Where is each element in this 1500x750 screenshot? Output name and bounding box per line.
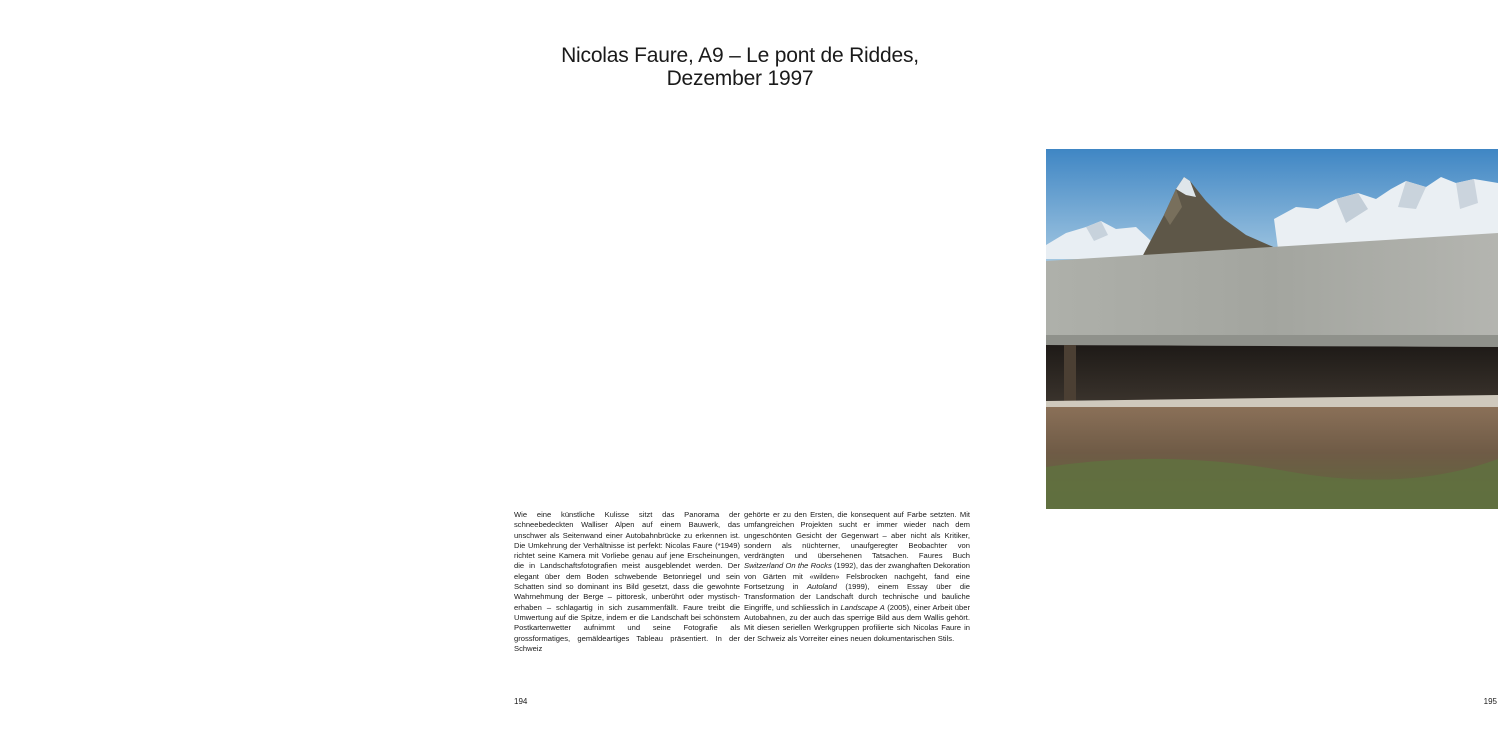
text-segment: (1999), einem Essay über die Transformation der Landschaft durch technische und bauliche Eingriffe, und schliesslich in xyxy=(744,582,970,612)
body-text-right xyxy=(744,510,970,644)
page-number-right: 195 xyxy=(1483,697,1497,706)
bridge-photograph xyxy=(1046,149,1498,509)
text-segment: gehörte er zu den Ersten, die konsequent auf Farbe setzten. Mit umfangreichen Projekten sucht er immer wieder nach dem ungeschönten Gesicht der Gegenwart – aber nicht als Kritiker, sondern als nüchterner, unaufgeregter Beobachter von verdrängten und übersehenen Tatsachen. Faures Buch xyxy=(744,510,970,561)
page-number-left: 194 xyxy=(514,697,528,706)
title-line-1: Nicolas Faure, A9 – Le pont de Riddes, xyxy=(561,44,919,67)
title-line-2: Dezember 1997 xyxy=(666,67,814,90)
book-title: Switzerland On the Rocks xyxy=(744,561,832,571)
book-title: Autoland xyxy=(806,582,837,592)
body-text-left-content: Wie eine künstliche Kulisse sitzt das Panorama der schneebedeckten Walliser Alpen auf einem Bauwerk, das unschwer als Seitenwand einer Autobahnbrücke zu erkennen ist. Die Umkehrung der Verhältnisse ist perfekt: Nicolas Faure (*1949) richtet seine Kamera mit Vorliebe genau auf jene Erscheinungen, die in Landschaftsfotografien meist ausgeblendet werden. Der elegant über dem Boden schwebende Betonriegel und sein Schatten sind so dominant ins Bild gesetzt, dass die gewohnte Wahrnehmung der Berge – pittoresk, unberührt oder mystisch-erhaben – schlagartig in sich zusammenfällt. Faure treibt die Umwertung auf die Spitze, indem er die Landschaft bei schönstem Postkartenwetter aufnimmt und seine Fotografie als grossformatiges, gemäldeartiges Tableau präsentiert. In der Schweiz xyxy=(514,510,740,653)
text-segment: (2005), einer Arbeit über Autobahnen, zu der auch das sperrige Bild aus dem Wallis gehört. Mit diesen seriellen Werkgruppen profilierte sich Nicolas Faure in der Schweiz als Vorreiter eines neuen dokumentarischen Stils. xyxy=(744,602,970,643)
text-segment: (1992), das der zwanghaften Dekoration von Gärten mit «wilden» Felsbrocken nachgeht, fand eine Fortsetzung in xyxy=(744,561,970,592)
book-title: Landscape A xyxy=(840,602,885,612)
page-title xyxy=(490,44,990,90)
body-text-left xyxy=(514,510,740,654)
